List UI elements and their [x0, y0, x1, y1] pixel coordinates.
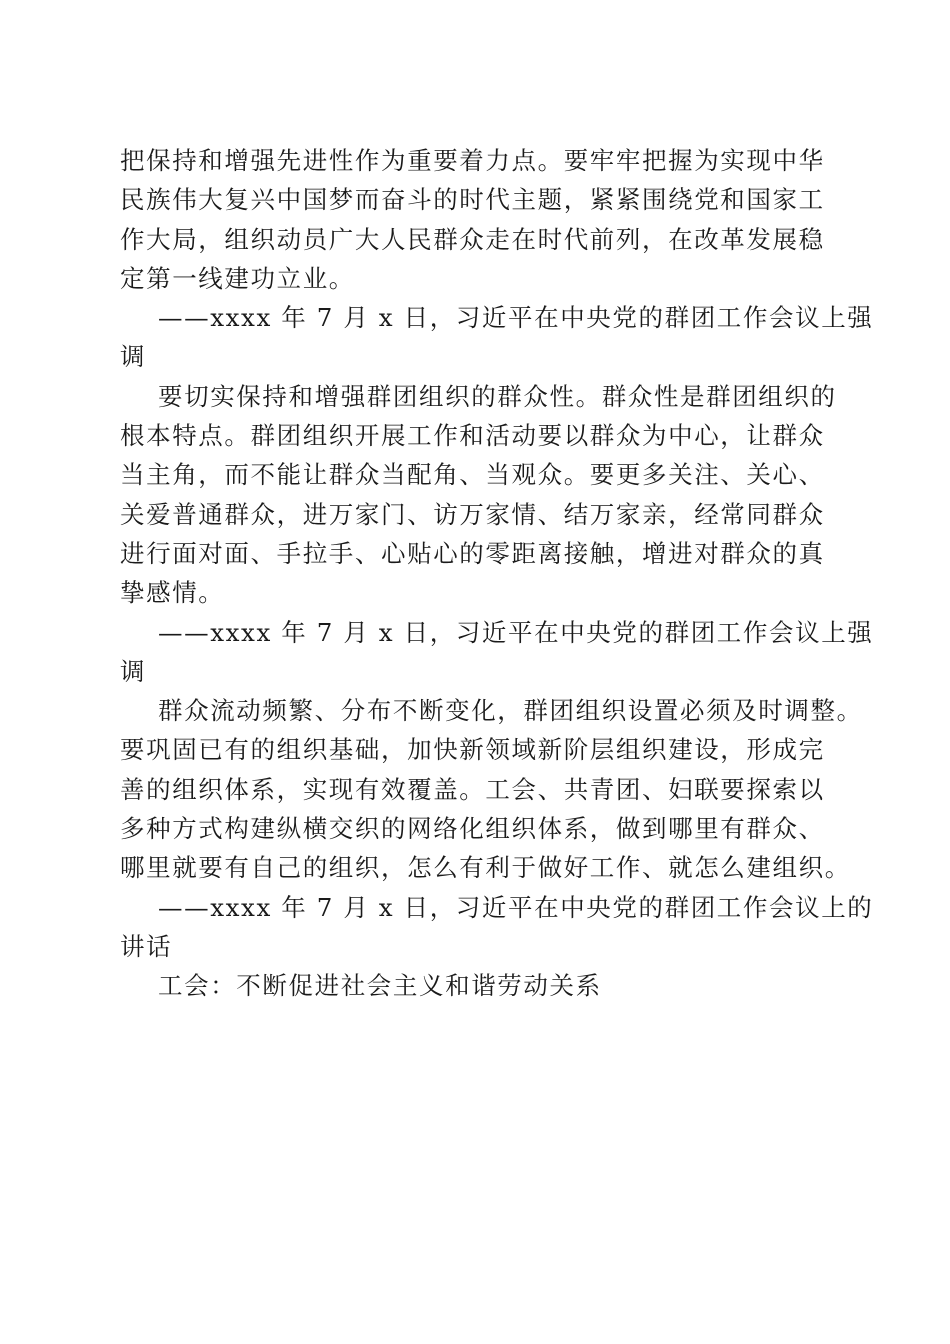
text-line: 群众流动频繁、分布不断变化，群团组织设置必须及时调整。: [158, 696, 863, 726]
text-line: 要切实保持和增强群团组织的群众性。群众性是群团组织的: [158, 381, 837, 411]
text-line: 工会：不断促进社会主义和谐劳动关系: [158, 971, 602, 1001]
paragraph-3: [120, 691, 863, 887]
text-line: 根本特点。群团组织开展工作和活动要以群众为中心，让群众: [120, 421, 825, 451]
text-line: 调: [120, 656, 147, 686]
text-line: 作大局，组织动员广大人民群众走在时代前列，在改革发展稳: [120, 224, 825, 254]
text-line: 定第一线建功立业。: [120, 263, 355, 293]
text-line: 多种方式构建纵横交织的网络化组织体系，做到哪里有群众、: [120, 814, 825, 844]
text-line: 讲话: [120, 931, 173, 961]
text-line: 要巩固已有的组织基础，加快新领域新阶层组织建设，形成完: [120, 735, 825, 765]
text-line: 进行面对面、手拉手、心贴心的零距离接触，增进对群众的真: [120, 538, 825, 568]
attribution-3: [120, 888, 874, 967]
section-heading: [120, 966, 840, 1005]
text-line: 调: [120, 342, 147, 372]
text-line: 善的组织体系，实现有效覆盖。工会、共青团、妇联要探索以: [120, 774, 825, 804]
text-line: 挚感情。: [120, 578, 225, 608]
document-body: [120, 141, 874, 1006]
text-line: 民族伟大复兴中国梦而奋斗的时代主题，紧紧围绕党和国家工: [120, 185, 825, 215]
text-line: 关爱普通群众，进万家门、访万家情、结万家亲，经常同群众: [120, 499, 825, 529]
text-line: 哪里就要有自己的组织，怎么有利于做好工作、就怎么建组织。: [120, 853, 851, 883]
attribution-2: [120, 613, 874, 692]
text-line: ——xxxx 年 7 月 x 日，习近平在中央党的群团工作会议上强: [158, 303, 874, 333]
text-line: 把保持和增强先进性作为重要着力点。要牢牢把握为实现中华: [120, 146, 825, 175]
text-line: ——xxxx 年 7 月 x 日，习近平在中央党的群团工作会议上的: [158, 892, 874, 922]
text-line: ——xxxx 年 7 月 x 日，习近平在中央党的群团工作会议上强: [158, 617, 874, 647]
paragraph-1: [120, 141, 840, 298]
attribution-1: [120, 298, 874, 377]
paragraph-2: [120, 377, 840, 613]
text-line: 当主角，而不能让群众当配角、当观众。要更多关注、关心、: [120, 460, 825, 490]
